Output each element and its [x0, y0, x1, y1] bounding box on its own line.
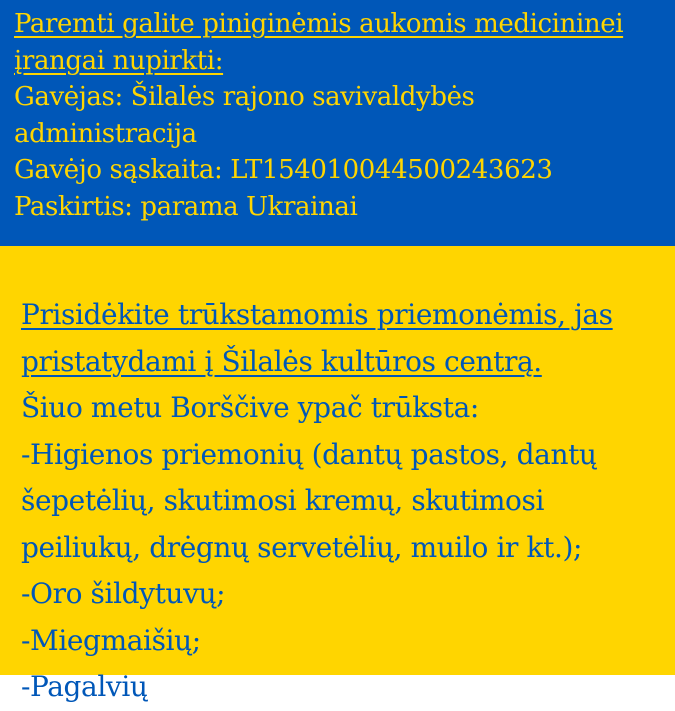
supply-item-hygiene-line-1: -Higienos priemonių (dantų pastos, dantų	[21, 437, 597, 471]
supplies-heading-line-2: pristatydami į Šilalės kultūros centrą.	[21, 344, 542, 378]
supply-item-sleeping-bags: -Miegmaišių;	[21, 623, 201, 657]
supply-item-heaters: -Oro šildytuvų;	[21, 577, 226, 610]
supplies-heading-line-1: Prisidėkite trūkstamomis priemonėmis, jas	[21, 298, 613, 331]
account-number: Gavėjo sąskaita: LT154010044500243623	[14, 155, 553, 185]
supplies-intro: Šiuo metu Borščive ypač trūksta:	[21, 391, 479, 424]
supply-item-pillows: -Pagalvių	[21, 670, 148, 703]
recipient-line-1: Gavėjas: Šilalės rajono savivaldybės	[14, 82, 475, 112]
supplies-section	[0, 246, 675, 703]
donation-section	[0, 0, 675, 246]
recipient-line-2: administracija	[14, 118, 197, 149]
payment-purpose: Paskirtis: parama Ukrainai	[14, 191, 358, 222]
supply-item-hygiene-line-3: peiliukų, drėgnų servetėlių, muilo ir kt.);	[21, 530, 583, 564]
donation-heading-line-2: įrangai nupirkti:	[14, 45, 224, 76]
supply-item-hygiene-line-2: šepetėlių, skutimosi kremų, skutimosi	[21, 484, 545, 517]
donation-heading-line-1: Paremti galite piniginėmis aukomis medicininei	[14, 9, 624, 39]
